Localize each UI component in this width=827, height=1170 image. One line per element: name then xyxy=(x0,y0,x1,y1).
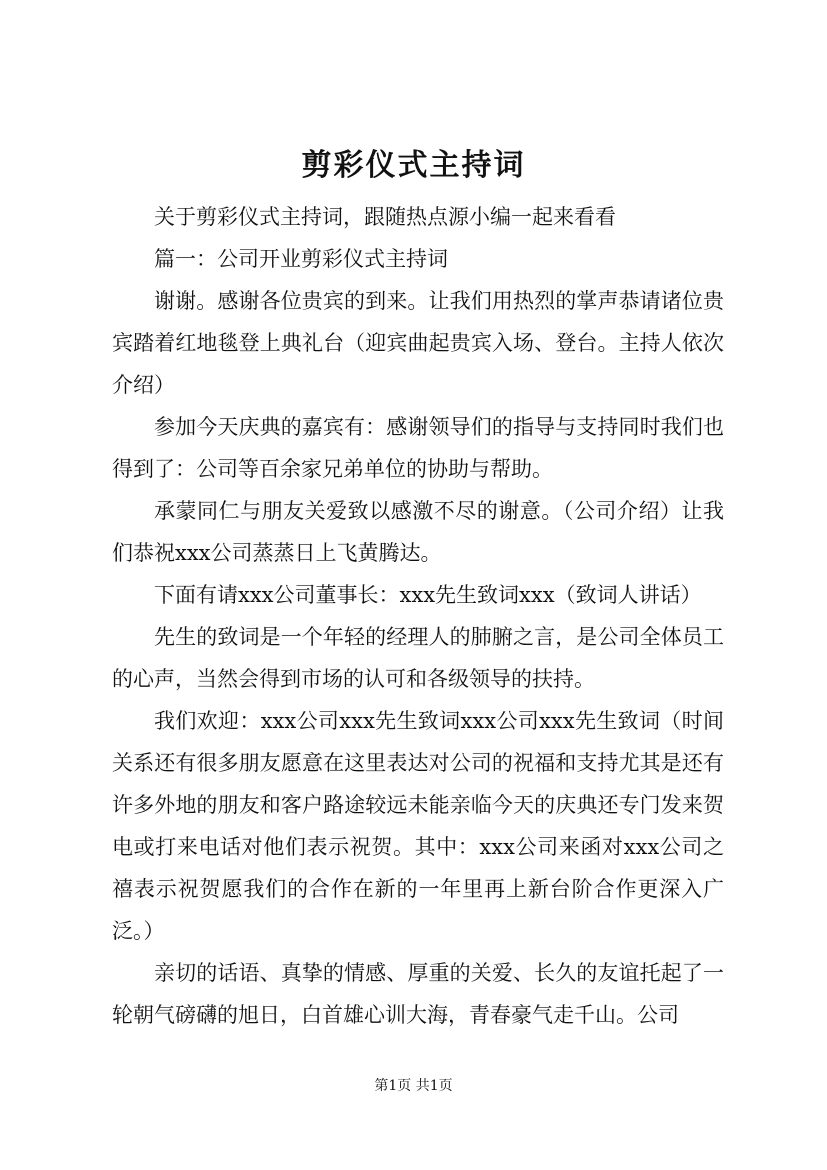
paragraph: 承蒙同仁与朋友关爱致以感激不尽的谢意。（公司介绍）让我们恭祝xxx公司蒸蒸日上飞黄腾达。 xyxy=(112,499,724,565)
paragraph: 关于剪彩仪式主持词，跟随热点源小编一起来看看 xyxy=(154,205,616,229)
paragraph: 谢谢。感谢各位贵宾的到来。让我们用热烈的掌声恭请诸位贵宾踏着红地毯登上典礼台（迎宾曲起贵宾入场、登台。主持人依次介绍） xyxy=(112,289,724,397)
paragraph: 亲切的话语、真挚的情感、厚重的关爱、长久的友谊托起了一轮朝气磅礴的旭日，白首雄心训大海，青春豪气走千山。公司 xyxy=(112,961,724,1027)
paragraph: 先生的致词是一个年轻的经理人的肺腑之言，是公司全体员工的心声，当然会得到市场的认可和各级领导的扶持。 xyxy=(112,625,724,691)
document-title: 剪彩仪式主持词 xyxy=(301,148,526,183)
paragraph: 篇一：公司开业剪彩仪式主持词 xyxy=(154,247,448,271)
paragraph: 下面有请xxx公司董事长：xxx先生致词xxx（致词人讲话） xyxy=(154,583,702,607)
paragraph: 参加今天庆典的嘉宾有：感谢领导们的指导与支持同时我们也得到了：公司等百余家兄弟单位的协助与帮助。 xyxy=(112,415,724,481)
paragraph: 我们欢迎：xxx公司xxx先生致词xxx公司xxx先生致词（时间关系还有很多朋友愿意在这里表达对公司的祝福和支持尤其是还有许多外地的朋友和客户路途较远未能亲临今天的庆典还专门发来贺电或打来电话对他们表示祝贺。其中：xxx公司来函对xxx公司之禧表示祝贺愿我们的合作在新的一年里再上新台阶合作更深入广泛。） xyxy=(112,709,724,943)
document-body xyxy=(112,196,724,1036)
page-number-footer: 第1页 共1页 xyxy=(374,1078,453,1094)
